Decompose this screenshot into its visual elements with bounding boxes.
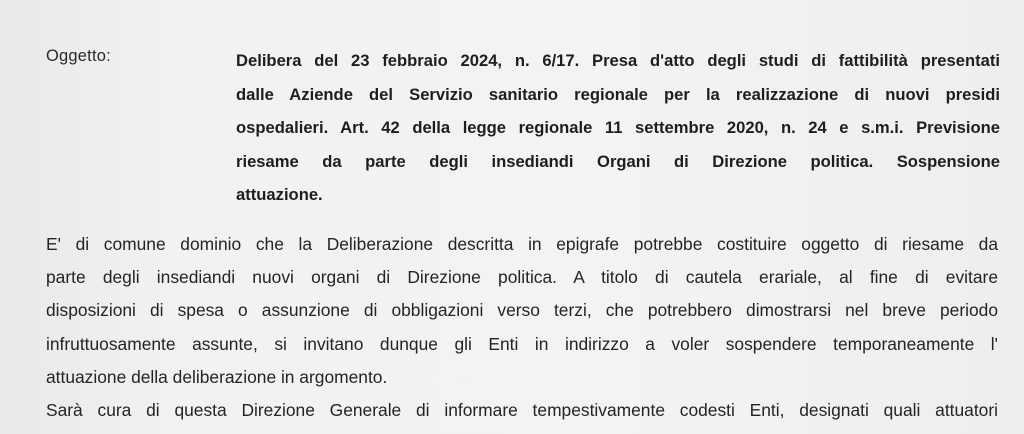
- subject-line: Delibera del 23 febbraio 2024, n. 6/17. Presa d'atto degli studi di fattibilità presentati: [236, 51, 1000, 70]
- subject-line: attuazione.: [236, 185, 323, 205]
- body-line: E' di comune dominio che la Deliberazione descritta in epigrafe potrebbe costituire oggetto di riesame da: [46, 234, 998, 254]
- body-line: Sarà cura di questa Direzione Generale di informare tempestivamente codesti Enti, designati quali attuatori: [46, 400, 998, 421]
- body-line: parte degli insediandi nuovi organi di Direzione politica. A titolo di cautela erariale, al fine di evitare: [46, 267, 998, 288]
- body-line: infruttuosamente assunte, si invitano dunque gli Enti in indirizzo a voler sospendere temporaneamente l': [46, 333, 998, 354]
- subject-text: [236, 44, 1000, 212]
- subject-line: dalle Aziende del Servizio sanitario regionale per la realizzazione di nuovi presidi: [236, 84, 1000, 104]
- subject-label: Oggetto:: [46, 47, 111, 65]
- subject-line: ospedalieri. Art. 42 della legge regionale 11 settembre 2020, n. 24 e s.m.i. Previsione: [236, 118, 1000, 138]
- body-line: disposizioni di spesa o assunzione di obbligazioni verso terzi, che potrebbero dimostrarsi nel breve periodo: [46, 300, 998, 321]
- subject-line: riesame da parte degli insediandi Organi di Direzione politica. Sospensione: [236, 151, 1000, 171]
- body-line: attuazione della deliberazione in argomento.: [46, 366, 388, 387]
- body-paragraphs: [46, 228, 998, 427]
